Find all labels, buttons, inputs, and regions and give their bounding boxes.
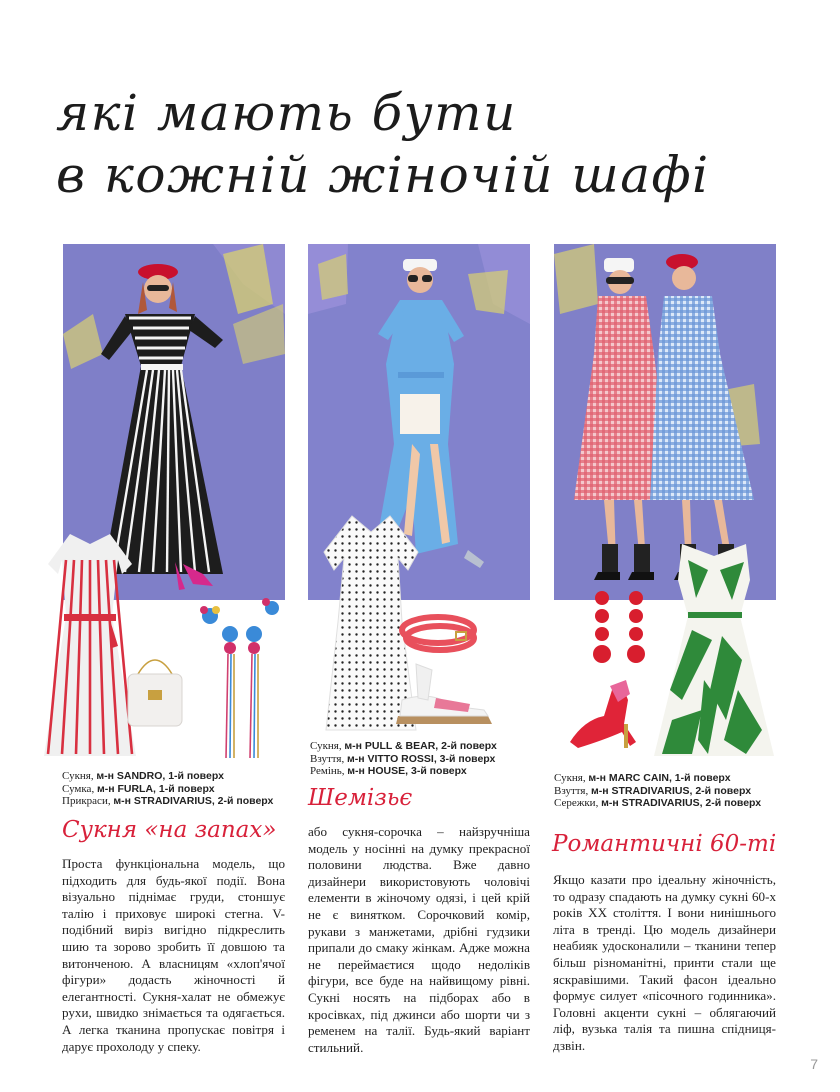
credit-line: Ремінь, м-н HOUSE, 3-й поверх [310,765,467,777]
section-heading-wrap-dress: Сукня «на запах» [62,817,277,843]
product-sandals [392,660,496,730]
credit-line: Сумка, м-н FURLA, 1-й поверх [62,782,215,795]
product-earrings [190,598,290,766]
title-line-1: які мають бути [56,84,517,142]
article-text-wrap-dress: Проста функціональна модель, що підходить для будь-якої події. Вона візуально піднімає груди, стоншує талію і приховує широкі стегна. V-подібний виріз вигідно підкреслить шию та зорово зробить її довшою та витонченою. А власницям «хлоп'ячої фігури» додасть жіночності й елегантності. Сукня-халат не обмежує рухи, швидко знімається та одягається. А легка тканина пропускає повітря і дарує прохолоду у спеку. [62,856,285,1054]
article-text-romantic-60s: Якщо казати про ідеальну жіночність, то одразу спадають на думку сукні 60-х років ХХ століття. І вони нинішнього літа в тренді. Цю модель дизайнери неабияк удосконалили – тканини тепер більш різноманітні, принти стали ще яскравішими. Такий фасон ідеально формує силует «пісочного годинника». Головні акценти сукні – облягаючий ліф, вузька талія та пишна спідниця-дзвін. [553,872,776,1053]
product-red-heels [564,680,644,752]
product-red-earrings [588,588,660,668]
article-text-shirt-dress: або сукня-сорочка – найзручніша модель у носінні на думку прекрасної половини людства. Вже давно дизайнери використовують чоловічі елементи в жіночому одязі, і цей крій не є винятком. Сорочковий комір, рукави з манжетами, дрібні гудзики припали до смаку жінкам. Адже можна не переймаєтися щодо недоліків фігури, все буде на найвищому рівні. Сукні носять на підборах або в кросівках, під джинси або шорти чи з ременем на талії. Будь-який варіант стильний. [308,824,530,1055]
product-leaf-print-dress [652,540,776,760]
credit-line: Сукня, м-н PULL & BEAR, 2-й поверх [310,740,497,752]
credit-line: Сукня, м-н SANDRO, 1-й поверх [62,770,224,782]
credit-line: Прикраси, м-н STRADIVARIUS, 2-й поверх [62,795,274,807]
credit-line: Взуття, м-н STRADIVARIUS, 2-й поверх [554,784,752,797]
credits-romantic-dress [554,772,761,810]
credit-line: Взуття, м-н VITTO ROSSI, 3-й поверх [310,752,496,765]
credits-wrap-dress [62,770,273,808]
page-number: 7 [810,1056,818,1072]
product-white-bag [124,650,186,730]
page-title [56,82,816,206]
section-heading-shirt-dress: Шемізьє [308,785,413,811]
credit-line: Сукня, м-н MARC CAIN, 1-й поверх [554,772,731,784]
section-heading-romantic-60s: Романтичні 60-ті [552,831,777,857]
credit-line: Сережки, м-н STRADIVARIUS, 2-й поверх [554,797,762,809]
title-line-2: в кожній жіночій шафі [56,146,710,204]
product-red-belt [398,608,480,658]
credits-shirt-dress [310,740,497,778]
